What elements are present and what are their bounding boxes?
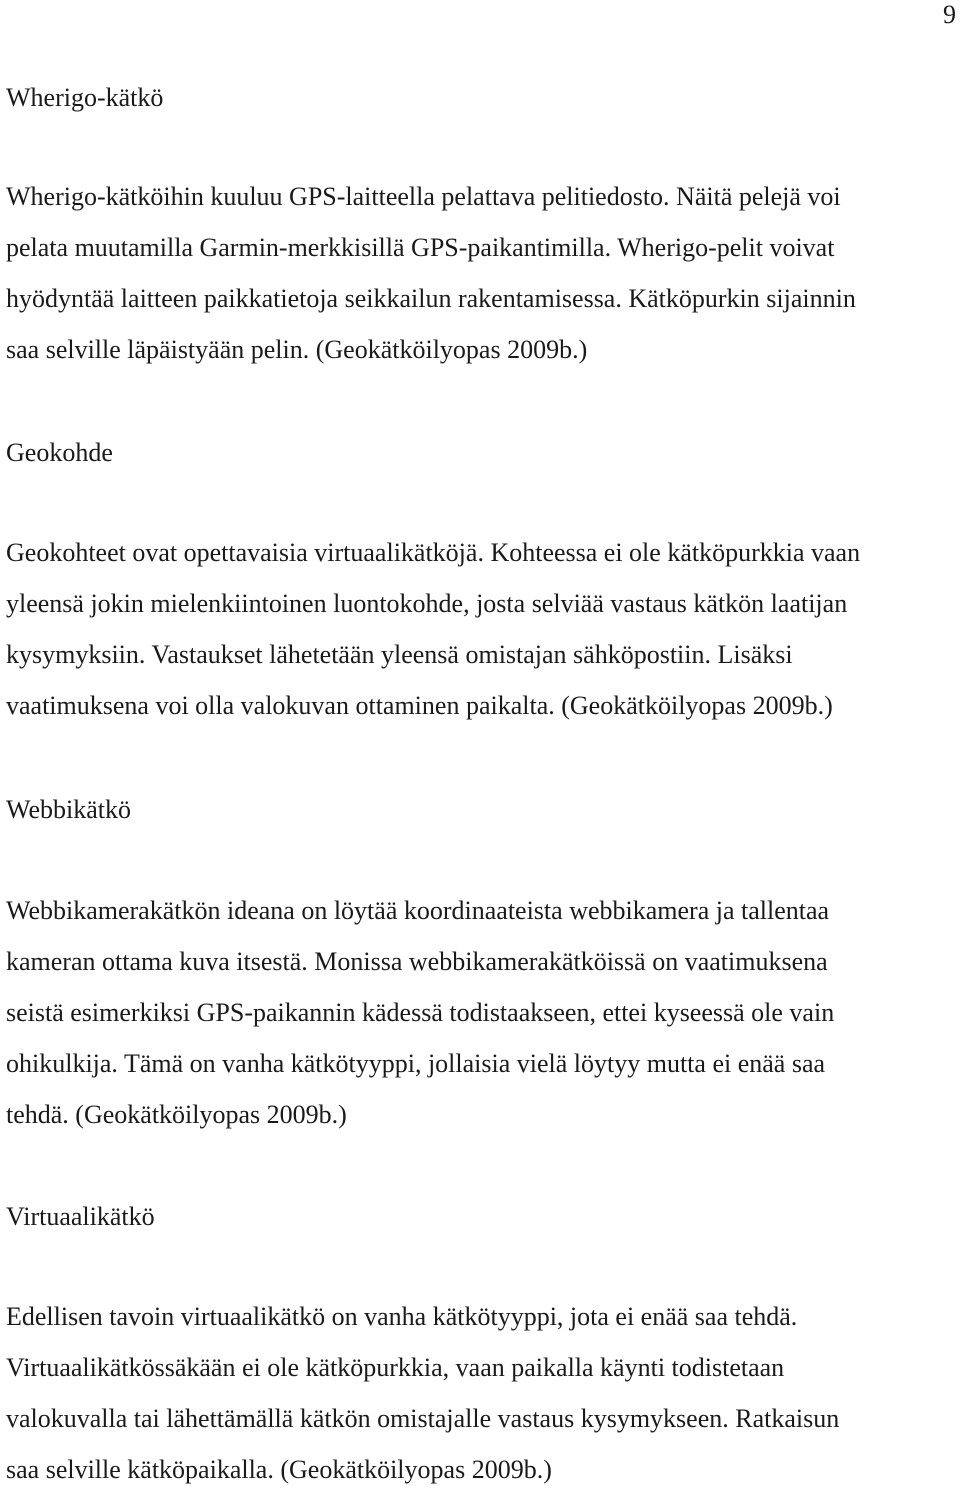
paragraph-line: Edellisen tavoin virtuaalikätkö on vanha kätkötyyppi, jota ei enää saa tehdä. bbox=[6, 1302, 798, 1331]
paragraph-line: valokuvalla tai lähettämällä kätkön omistajalle vastaus kysymykseen. Ratkaisun bbox=[6, 1404, 840, 1433]
paragraph-line: hyödyntää laitteen paikkatietoja seikkailun rakentamisessa. Kätköpurkin sijainnin bbox=[6, 284, 856, 313]
paragraph-line: saa selville läpäistyään pelin. (Geokätköilyopas 2009b.) bbox=[6, 335, 588, 364]
paragraph-line: kameran ottama kuva itsestä. Monissa webbikamerakätköissä on vaatimuksena bbox=[6, 947, 828, 976]
paragraph-line: Virtuaalikätkössäkään ei ole kätköpurkkia, vaan paikalla käynti todistetaan bbox=[6, 1353, 785, 1382]
section-paragraph-virtuaalikatko bbox=[6, 1291, 956, 1495]
paragraph-line: pelata muutamilla Garmin-merkkisillä GPS-paikantimilla. Wherigo-pelit voivat bbox=[6, 233, 835, 262]
paragraph-line: Geokohteet ovat opettavaisia virtuaalikätköjä. Kohteessa ei ole kätköpurkkia vaan bbox=[6, 538, 861, 567]
paragraph-line: kysymyksiin. Vastaukset lähetetään yleensä omistajan sähköpostiin. Lisäksi bbox=[6, 640, 793, 669]
section-heading-wherigo: Wherigo-kätkö bbox=[6, 83, 164, 112]
section-paragraph-wherigo bbox=[6, 171, 956, 375]
paragraph-line: vaatimuksena voi olla valokuvan ottaminen paikalta. (Geokätköilyopas 2009b.) bbox=[6, 691, 833, 720]
section-heading-geokohde: Geokohde bbox=[6, 438, 113, 467]
section-paragraph-webbikatko bbox=[6, 885, 956, 1140]
section-heading-virtuaalikatko: Virtuaalikätkö bbox=[6, 1202, 155, 1231]
section-heading-webbikatko: Webbikätkö bbox=[6, 795, 131, 824]
paragraph-line: yleensä jokin mielenkiintoinen luontokohde, josta selviää vastaus kätkön laatijan bbox=[6, 589, 848, 618]
page-number: 9 bbox=[943, 0, 956, 29]
paragraph-line: Wherigo-kätköihin kuuluu GPS-laitteella pelattava pelitiedosto. Näitä pelejä voi bbox=[6, 182, 841, 211]
paragraph-line: seistä esimerkiksi GPS-paikannin kädessä todistaakseen, ettei kyseessä ole vain bbox=[6, 998, 835, 1027]
section-paragraph-geokohde bbox=[6, 527, 956, 731]
paragraph-line: Webbikamerakätkön ideana on löytää koordinaateista webbikamera ja tallentaa bbox=[6, 896, 830, 925]
paragraph-line: ohikulkija. Tämä on vanha kätkötyyppi, jollaisia vielä löytyy mutta ei enää saa bbox=[6, 1049, 826, 1078]
paragraph-line: tehdä. (Geokätköilyopas 2009b.) bbox=[6, 1100, 347, 1129]
paragraph-line: saa selville kätköpaikalla. (Geokätköilyopas 2009b.) bbox=[6, 1455, 552, 1484]
